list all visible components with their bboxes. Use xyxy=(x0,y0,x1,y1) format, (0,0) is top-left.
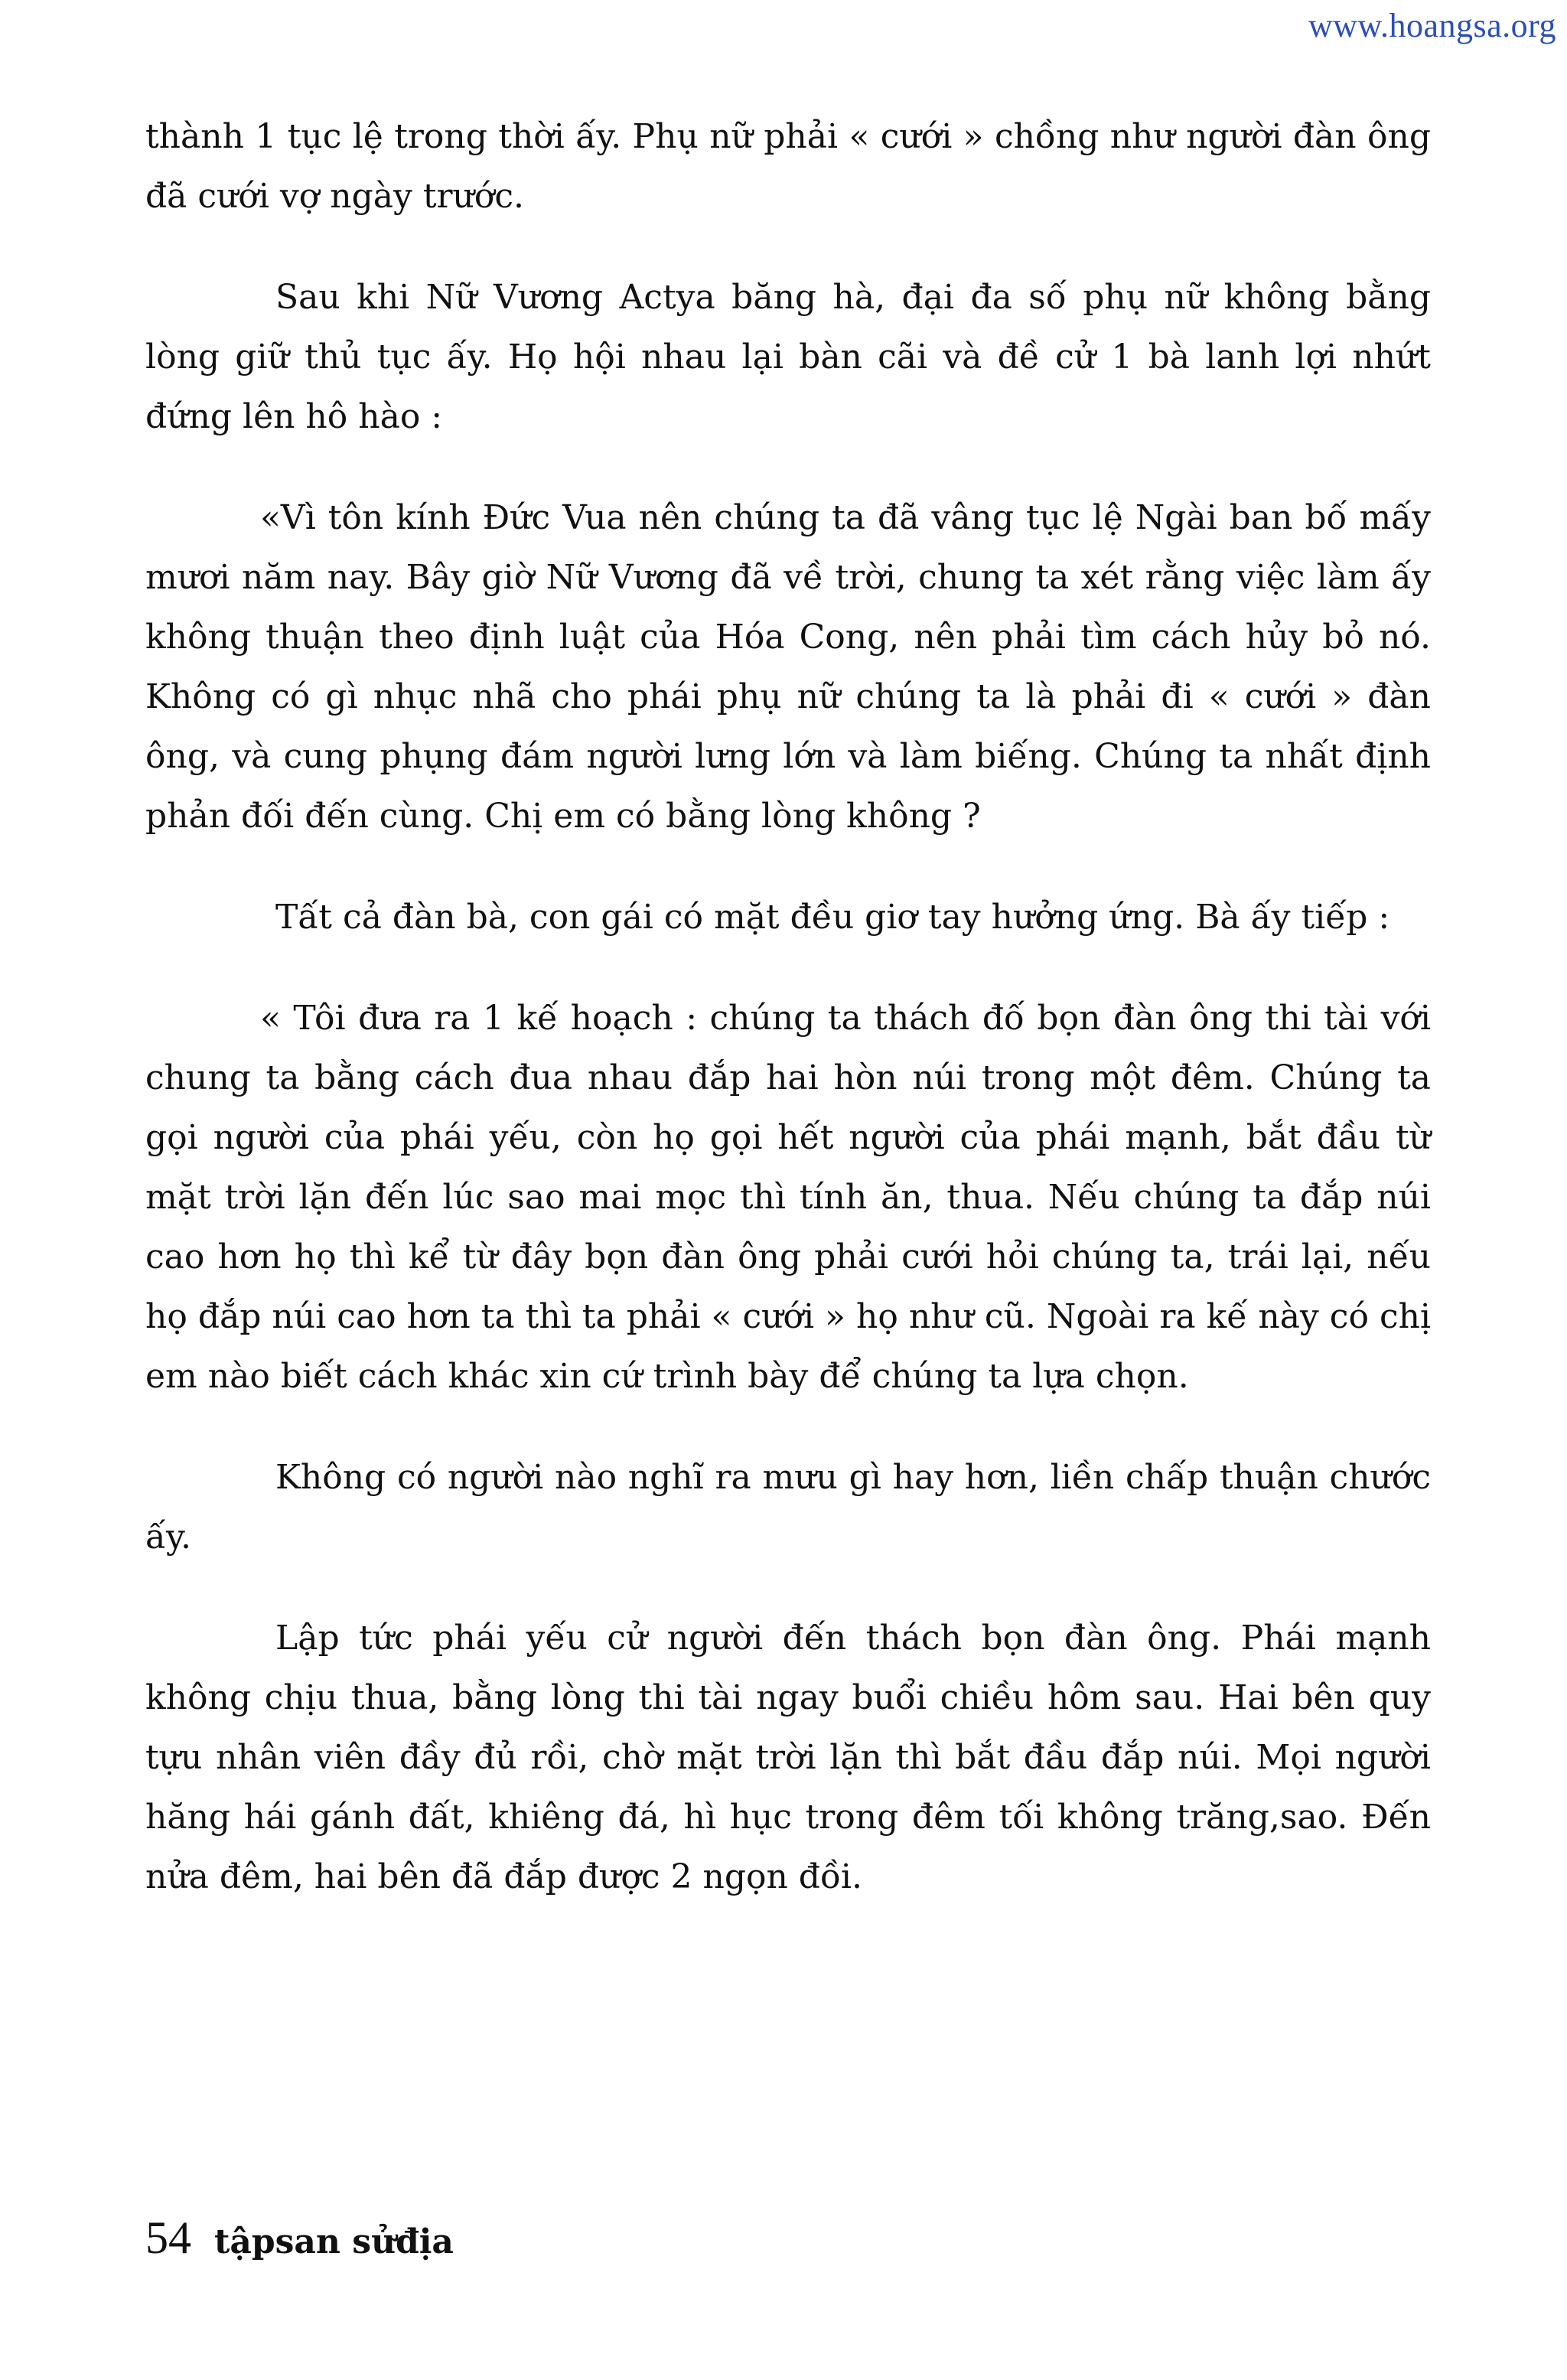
page-body xyxy=(145,107,1431,1948)
paragraph-6: Không có người nào nghĩ ra mưu gì hay hơn, liền chấp thuận chước ấy. xyxy=(145,1458,1431,1557)
paragraph-3-quote: «Vì tôn kính Đức Vua nên chúng ta đã vâng tục lệ Ngài ban bố mấy mươi năm nay. Bây giờ Nữ Vương đã về trời, chung ta xét rằng việc làm ấy không thuận theo định luật của Hóa Cong, nên phải tìm cách hủy bỏ nó. Không có gì nhục nhã cho phái phụ nữ chúng ta là phải đi « cưới » đàn ông, và cung phụng đám người lưng lớn và làm biếng. Chúng ta nhất định phản đối đến cùng. Chị em có bằng lòng không ? xyxy=(145,498,1431,836)
paragraph-5-quote: « Tôi đưa ra 1 kế hoạch : chúng ta thách đố bọn đàn ông thi tài với chung ta bằng cách đua nhau đắp hai hòn núi trong một đêm. Chúng ta gọi người của phái yếu, còn họ gọi hết người của phái mạnh, bắt đầu từ mặt trời lặn đến lúc sao mai mọc thì tính ăn, thua. Nếu chúng ta đắp núi cao hơn họ thì kể từ đây bọn đàn ông phải cưới hỏi chúng ta, trái lại, nếu họ đắp núi cao hơn ta thì ta phải « cưới » họ như cũ. Ngoài ra kế này có chị em nào biết cách khác xin cứ trình bày để chúng ta lựa chọn. xyxy=(145,999,1431,1396)
page-footer xyxy=(145,2212,454,2264)
paragraph-4: Tất cả đàn bà, con gái có mặt đều giơ tay hưởng ứng. Bà ấy tiếp : xyxy=(275,898,1390,937)
journal-name: tậpsan sửđịa xyxy=(214,2222,454,2261)
paragraph-2: Sau khi Nữ Vương Actya băng hà, đại đa số phụ nữ không bằng lòng giữ thủ tục ấy. Họ hội nhau lại bàn cãi và đề cử 1 bà lanh lợi nhứt đứng lên hô hào : xyxy=(145,278,1431,436)
paragraph-7: Lập tức phái yếu cử người đến thách bọn đàn ông. Phái mạnh không chịu thua, bằng lòng thi tài ngay buổi chiều hôm sau. Hai bên quy tựu nhân viên đầy đủ rồi, chờ mặt trời lặn thì bắt đầu đắp núi. Mọi người hăng hái gánh đất, khiêng đá, hì hục trong đêm tối không trăng,sao. Đến nửa đêm, hai bên đã đắp được 2 ngọn đồi. xyxy=(145,1619,1431,1896)
paragraph-1: thành 1 tục lệ trong thời ấy. Phụ nữ phải « cưới » chồng như người đàn ông đã cưới vợ ngày trước. xyxy=(145,117,1431,216)
page-number: 54 xyxy=(145,2212,191,2263)
site-watermark-link[interactable]: www.hoangsa.org xyxy=(1308,7,1556,44)
